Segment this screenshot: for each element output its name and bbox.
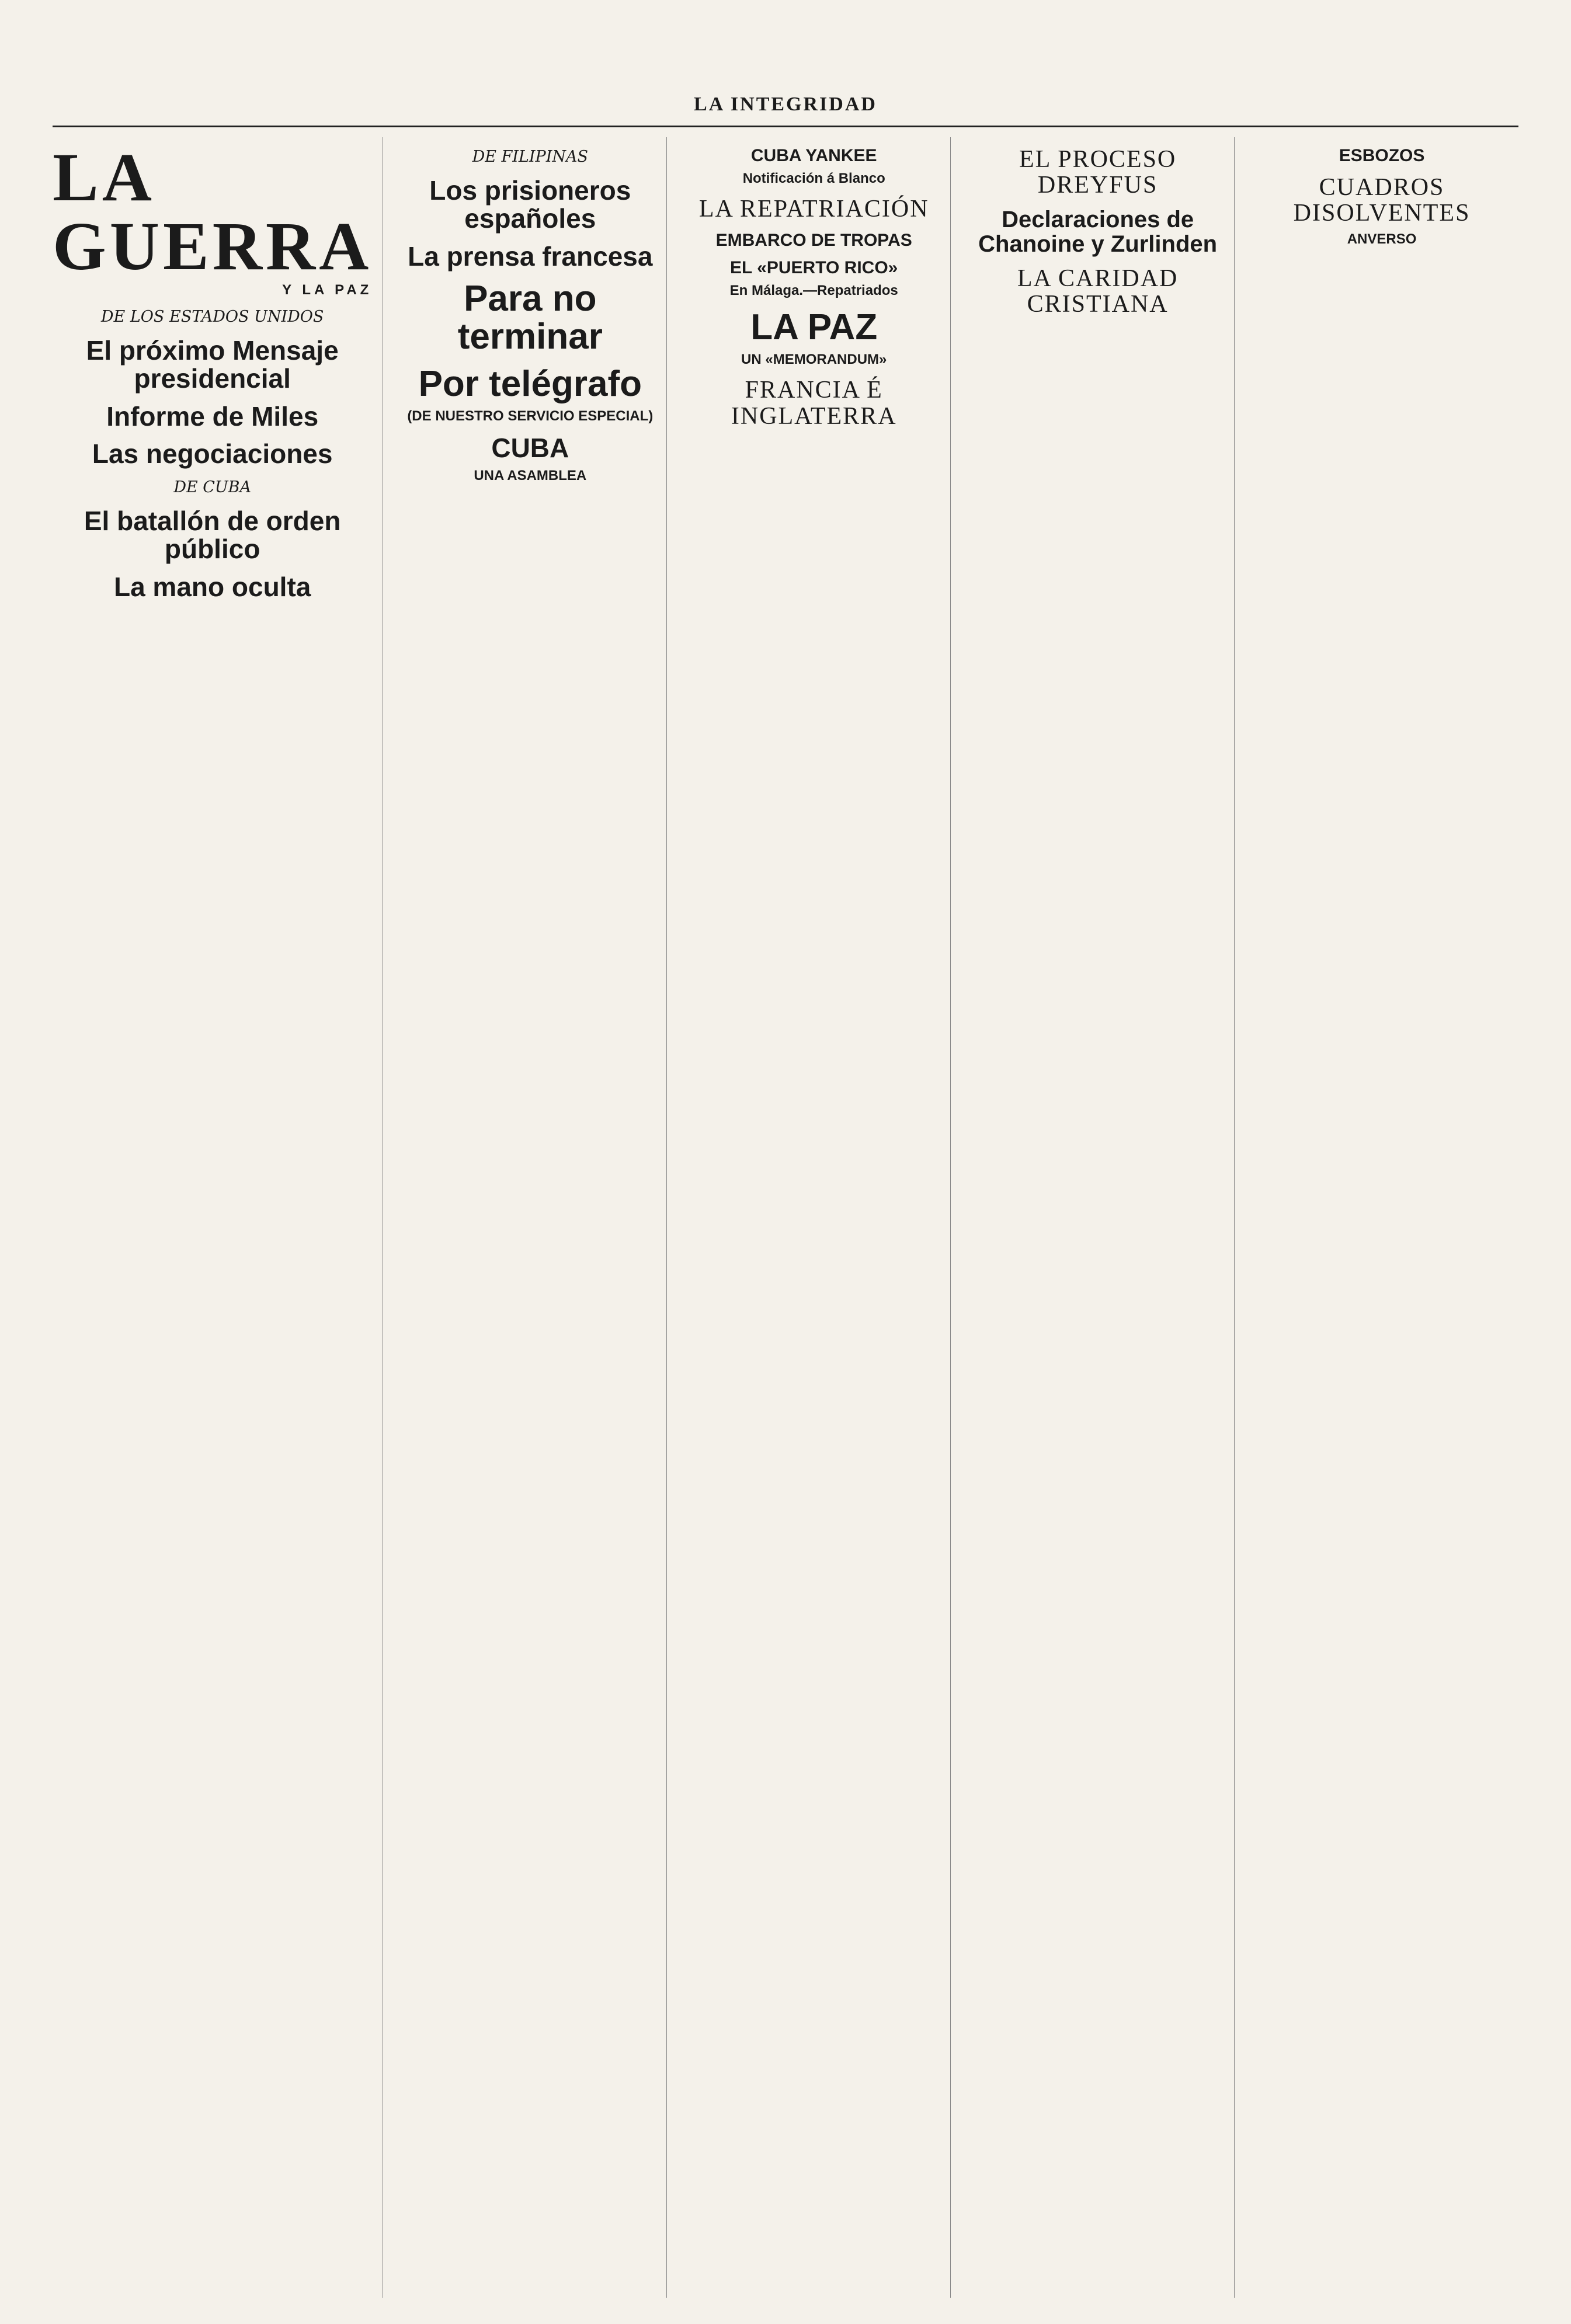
section-kicker: DE FILIPINAS [472, 148, 588, 166]
headline: LA REPATRIACIÓN [698, 195, 929, 222]
main-title-line-2: Y LA PAZ [282, 282, 373, 298]
headline: CUBA YANKEE [750, 146, 877, 165]
headline: EL «PUERTO RICO» [730, 258, 898, 278]
headline: FRANCIA É INGLATERRA [731, 377, 897, 430]
headline: La prensa francesa [408, 241, 653, 272]
headline: Las negociaciones [92, 438, 333, 469]
column-5 [1256, 137, 1518, 2298]
headline: Por telégrafo [418, 364, 642, 405]
subheadline: Notificación á Blanco [742, 170, 885, 186]
headline: CUADROS DISOLVENTES [1293, 173, 1471, 227]
subheadline: UN «MEMORANDUM» [741, 352, 887, 368]
subheadline: ANVERSO [1347, 231, 1417, 247]
headline: Informe de Miles [106, 401, 319, 432]
headline: LA CARIDAD CRISTIANA [1017, 265, 1179, 318]
section-kicker: DE CUBA [173, 478, 252, 497]
headline: Para no terminar [457, 278, 603, 357]
headline: Los prisioneros españoles [429, 175, 631, 234]
headline: La mano oculta [113, 571, 311, 602]
headline: El próximo Mensaje presidencial [86, 335, 339, 394]
column-3 [688, 137, 951, 2298]
headline: Declaraciones de Chanoine y Zurlinden [978, 207, 1218, 258]
headline: El batallón de orden público [84, 506, 341, 565]
column-4 [972, 137, 1235, 2298]
subheadline: En Málaga.—Repatriados [729, 282, 898, 298]
subheadline: UNA ASAMBLEA [474, 467, 587, 483]
headline: LA PAZ [750, 307, 878, 348]
section-kicker: DE LOS ESTADOS UNIDOS [100, 308, 324, 326]
masthead: LA INTEGRIDAD [694, 93, 877, 115]
main-title-line-1: LA GUERRA [53, 139, 373, 284]
headline: EMBARCO DE TROPAS [715, 230, 912, 250]
headline: EL PROCESO DREYFUS [1019, 146, 1177, 199]
masthead-rule [53, 126, 1518, 127]
headline: CUBA [491, 433, 569, 464]
column-1 [53, 137, 383, 2298]
headline: ESBOZOS [1339, 146, 1425, 165]
columns [53, 137, 1518, 2298]
column-2 [404, 137, 667, 2298]
subheadline: (DE NUESTRO SERVICIO ESPECIAL) [407, 408, 654, 425]
